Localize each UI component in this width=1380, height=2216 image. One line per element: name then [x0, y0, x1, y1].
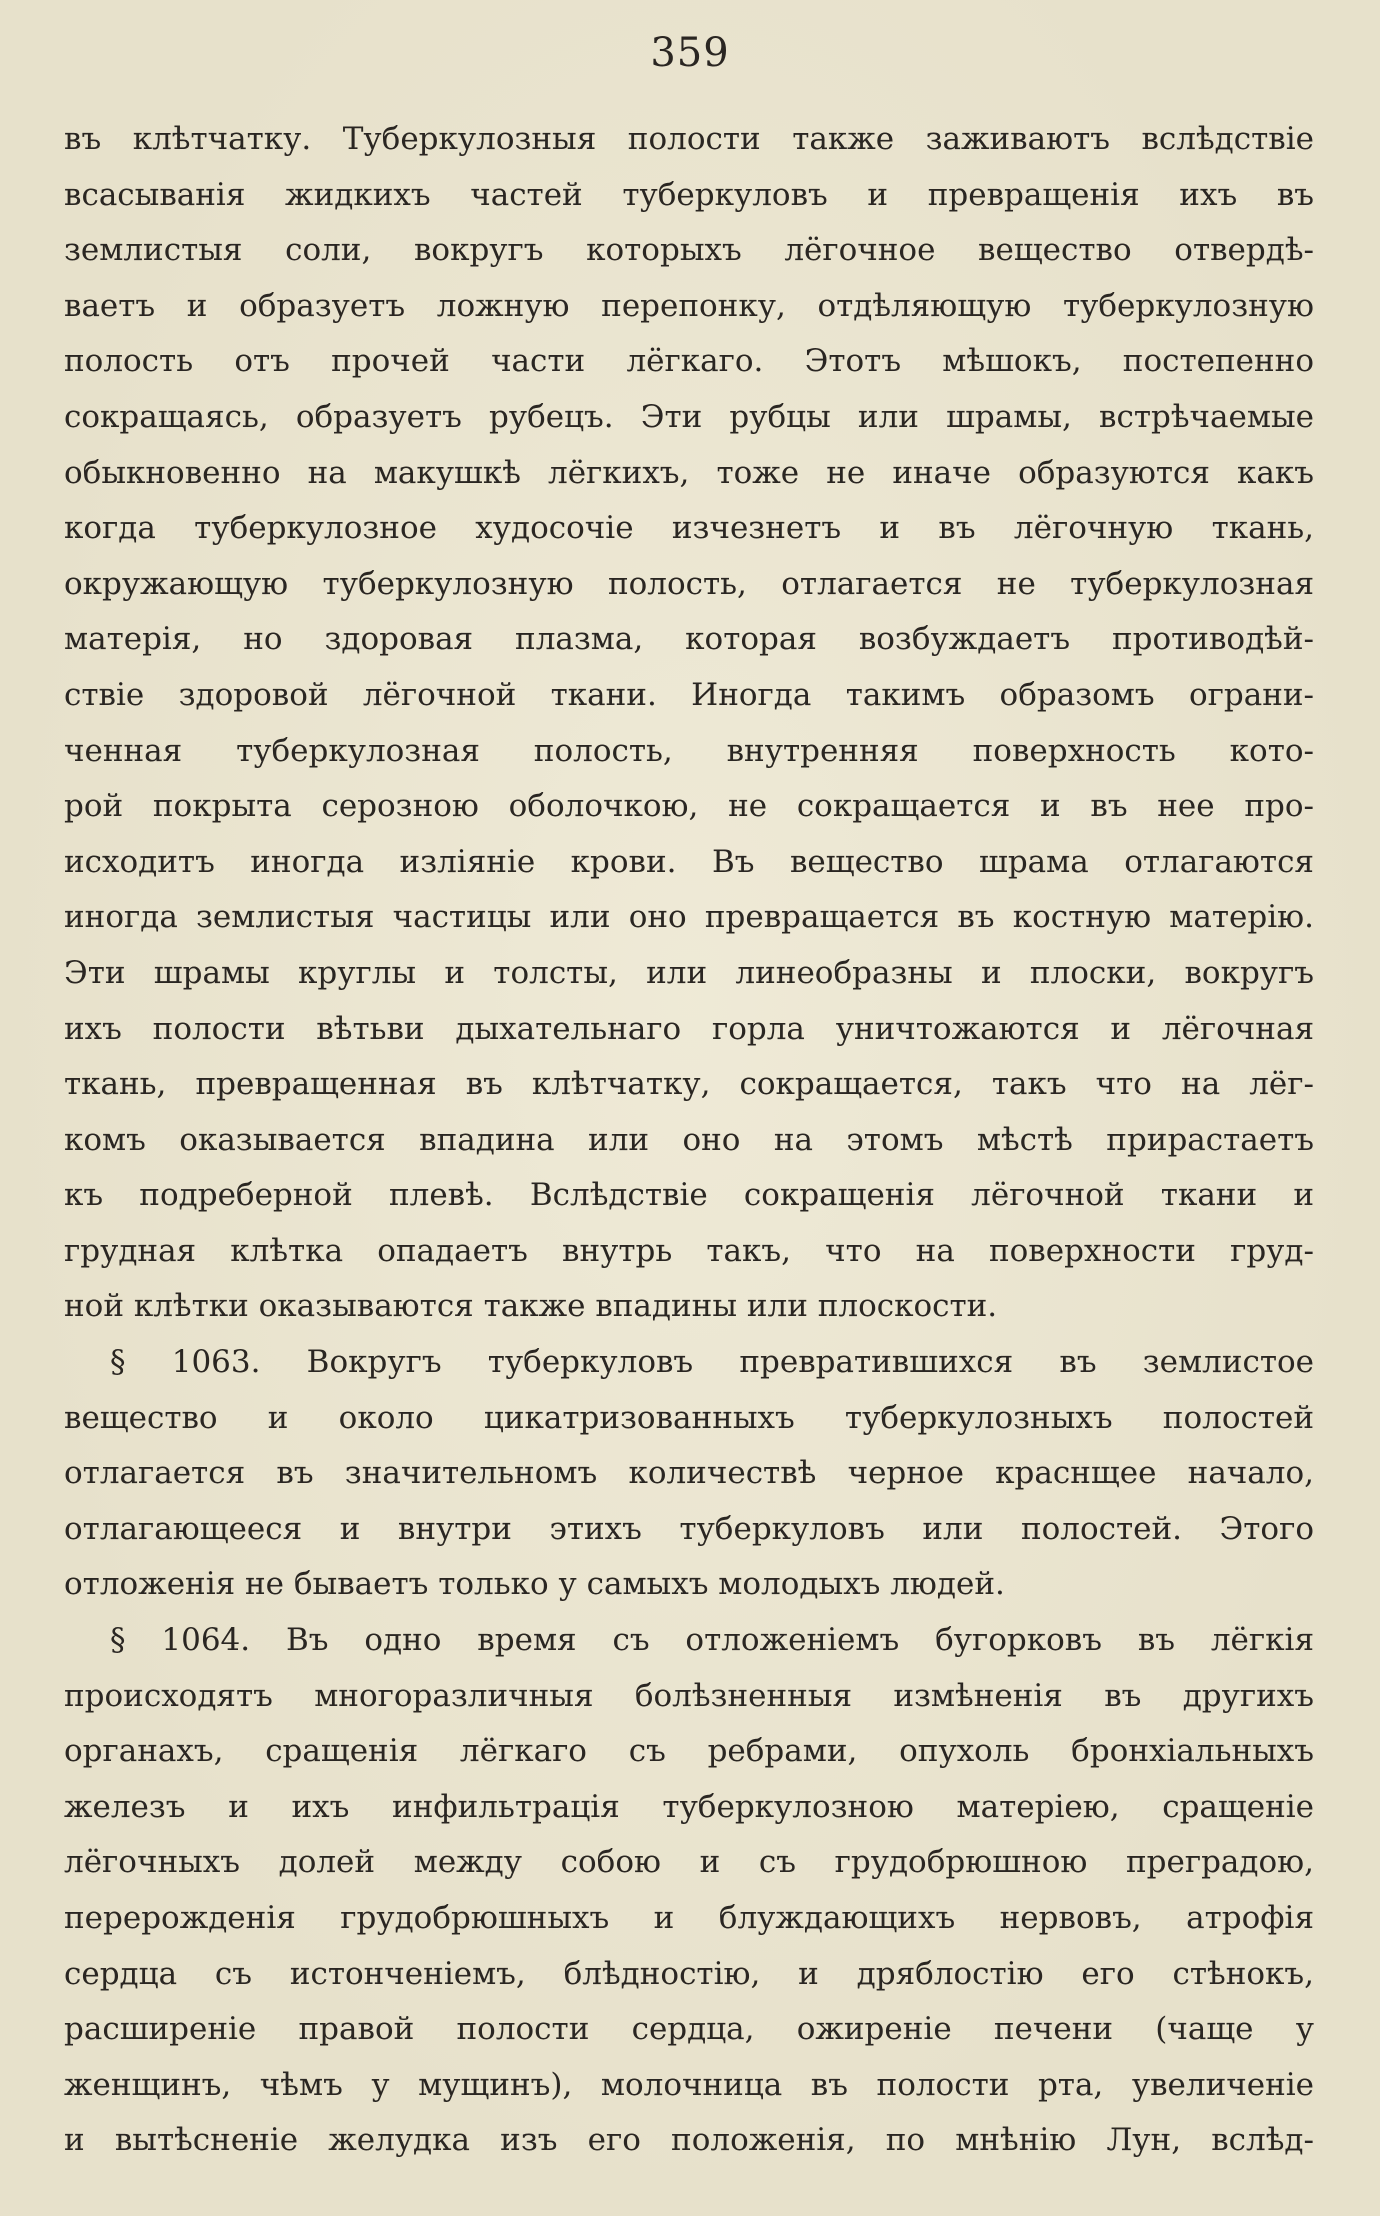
text-line: органахъ, сращенія лёгкаго съ ребрами, опухоль бронхіальныхъ	[64, 1733, 1314, 1770]
text-line: лёгочныхъ долей между собою и съ грудобрюшною преградою,	[64, 1844, 1314, 1881]
text-line: отлагается въ значительномъ количествѣ черное краснщее начало,	[64, 1455, 1314, 1492]
text-line: всасыванія жидкихъ частей туберкуловъ и превращенія ихъ въ	[64, 176, 1314, 213]
text-line: сердца съ истонченіемъ, блѣдностію, и дряблостію его стѣнокъ,	[64, 1955, 1314, 1992]
text-line: женщинъ, чѣмъ у мущинъ), молочница въ полости рта, увеличеніе	[64, 2066, 1314, 2103]
body-text	[64, 112, 1314, 2169]
text-line: железъ и ихъ инфильтрація туберкулозною матеріею, сращеніе	[64, 1788, 1314, 1825]
text-line: ткань, превращенная въ клѣтчатку, сокращается, такъ что на лёг-	[64, 1066, 1314, 1103]
text-line: ихъ полости вѣтьви дыхательнаго горла уничтожаются и лёгочная	[64, 1010, 1314, 1047]
text-line: грудная клѣтка опадаетъ внутрь такъ, что на поверхности груд-	[64, 1232, 1314, 1269]
text-line: отложенія не бываетъ только у самыхъ молодыхъ людей.	[64, 1566, 1005, 1603]
text-line: землистыя соли, вокругъ которыхъ лёгочное вещество отвердѣ-	[64, 232, 1314, 269]
text-line: происходятъ многоразличныя болѣзненныя измѣненія въ другихъ	[64, 1677, 1314, 1714]
page-number: 359	[650, 30, 730, 76]
text-line: § 1064. Въ одно время съ отложеніемъ бугорковъ въ лёгкія	[110, 1622, 1314, 1659]
text-line: матерія, но здоровая плазма, которая возбуждаетъ противодѣй-	[64, 621, 1314, 658]
text-line: и вытѣсненіе желудка изъ его положенія, по мнѣнію Лун, вслѣд-	[64, 2122, 1314, 2159]
text-line: вещество и около цикатризованныхъ туберкулозныхъ полостей	[64, 1399, 1314, 1436]
text-line: комъ оказывается впадина или оно на этомъ мѣстѣ прирастаетъ	[64, 1121, 1314, 1158]
text-line: окружающую туберкулозную полость, отлагается не туберкулозная	[64, 565, 1314, 602]
text-line: перерожденія грудобрюшныхъ и блуждающихъ нервовъ, атрофія	[64, 1900, 1314, 1936]
text-line: когда туберкулозное худосочіе изчезнетъ и въ лёгочную ткань,	[64, 510, 1314, 547]
text-line: ной клѣтки оказываются также впадины или плоскости.	[64, 1288, 998, 1325]
text-line: рой покрыта серозною оболочкою, не сокращается и въ нее про-	[64, 788, 1314, 825]
text-line: ченная туберкулозная полость, внутренняя поверхность кото-	[64, 732, 1314, 769]
text-line: иногда землистыя частицы или оно превращается въ костную матерію.	[64, 899, 1314, 936]
text-line: сокращаясь, образуетъ рубецъ. Эти рубцы или шрамы, встрѣчаемые	[64, 398, 1314, 435]
text-line: обыкновенно на макушкѣ лёгкихъ, тоже не иначе образуются какъ	[64, 454, 1314, 491]
text-line: исходитъ иногда изліяніе крови. Въ вещество шрама отлагаются	[64, 843, 1314, 880]
text-line: къ подреберной плевѣ. Вслѣдствіе сокращенія лёгочной ткани и	[64, 1177, 1314, 1214]
text-line: § 1063. Вокругъ туберкуловъ превратившихся въ землистое	[110, 1344, 1314, 1381]
text-line: ваетъ и образуетъ ложную перепонку, отдѣляющую туберкулозную	[64, 287, 1314, 324]
text-line: отлагающееся и внутри этихъ туберкуловъ или полостей. Этого	[64, 1510, 1314, 1547]
text-line: Эти шрамы круглы и толсты, или линеобразны и плоски, вокругъ	[64, 954, 1314, 991]
text-line: ствіе здоровой лёгочной ткани. Иногда такимъ образомъ ограни-	[64, 676, 1314, 713]
text-line: въ клѣтчатку. Туберкулозныя полости также заживаютъ вслѣдствіе	[64, 121, 1314, 157]
text-line: полость отъ прочей части лёгкаго. Этотъ мѣшокъ, постепенно	[64, 343, 1314, 380]
text-line: расширеніе правой полости сердца, ожиреніе печени (чаще у	[64, 2011, 1314, 2048]
